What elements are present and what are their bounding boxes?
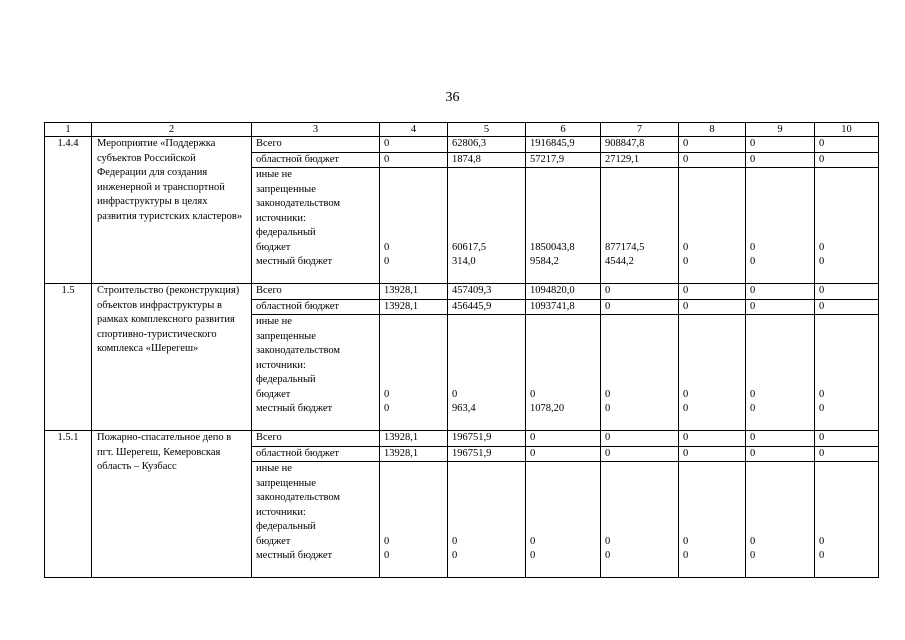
empty-line <box>746 373 814 388</box>
empty-line <box>380 212 447 227</box>
value-federal: 0 <box>384 241 390 253</box>
empty-line <box>380 491 447 506</box>
value-total: 0 <box>601 431 678 447</box>
empty-line <box>526 359 600 374</box>
empty-line <box>601 462 678 477</box>
source-total-label: Всего <box>252 431 379 447</box>
empty-line <box>601 197 678 212</box>
empty-line <box>526 212 600 227</box>
value-federal: 0 <box>750 241 756 253</box>
empty-line <box>746 491 814 506</box>
value-local: 4544,2 <box>605 256 634 267</box>
source-total-label: Всего <box>252 137 379 153</box>
source-regional-label: областной бюджет <box>252 153 379 169</box>
header-row <box>45 123 879 137</box>
empty-line <box>679 183 745 198</box>
value-cell <box>526 431 601 578</box>
value-federal: 1850043,8 <box>530 241 575 253</box>
value-total: 0 <box>746 137 814 153</box>
empty-line <box>526 226 600 241</box>
value-total: 1916845,9 <box>526 137 600 153</box>
empty-line <box>679 373 745 388</box>
value-regional: 0 <box>815 447 878 463</box>
value-regional: 57217,9 <box>526 153 600 169</box>
value-cell <box>746 284 815 431</box>
value-federal: 0 <box>605 388 611 400</box>
value-regional: 1093741,8 <box>526 300 600 316</box>
value-cell <box>601 284 679 431</box>
empty-line <box>448 315 525 330</box>
value-local: 0 <box>683 256 689 267</box>
value-local: 0 <box>530 550 536 561</box>
empty-line <box>448 344 525 359</box>
empty-line <box>679 359 745 374</box>
value-local: 0 <box>605 403 611 414</box>
empty-line <box>679 462 745 477</box>
empty-line <box>526 330 600 345</box>
value-federal: 0 <box>819 241 825 253</box>
value-total: 457409,3 <box>448 284 525 300</box>
empty-line <box>380 373 447 388</box>
empty-line <box>448 520 525 535</box>
value-cell <box>601 137 679 284</box>
table-row <box>45 284 879 431</box>
value-local: 0 <box>683 403 689 414</box>
value-regional: 13928,1 <box>380 300 447 316</box>
row-code: 1.5.1 <box>45 431 92 578</box>
value-regional: 13928,1 <box>380 447 447 463</box>
empty-line <box>380 197 447 212</box>
source-other-label: федеральный <box>256 521 316 532</box>
value-total: 13928,1 <box>380 284 447 300</box>
empty-line <box>448 359 525 374</box>
value-federal: 0 <box>384 388 390 400</box>
empty-line <box>679 168 745 183</box>
value-regional: 0 <box>601 447 678 463</box>
value-total: 0 <box>679 284 745 300</box>
value-total: 0 <box>679 431 745 447</box>
row-code: 1.5 <box>45 284 92 431</box>
row-name: Строительство (реконструкция) объектов инфраструктуры в рамках комплексного развития спортивно-туристического комплекса «Шерегеш» <box>92 284 252 431</box>
value-local: 0 <box>605 550 611 561</box>
source-other-label: законодательством <box>256 198 341 209</box>
funding-source-cell <box>252 137 380 284</box>
value-cell <box>746 137 815 284</box>
source-other-label: источники: <box>256 359 306 371</box>
value-regional: 0 <box>746 153 814 169</box>
value-total: 0 <box>815 284 878 300</box>
value-regional: 0 <box>526 447 600 463</box>
value-total: 1094820,0 <box>526 284 600 300</box>
row-name: Пожарно-спасательное депо в пгт. Шерегеш, Кемеровская область – Кузбасс <box>92 431 252 578</box>
value-cell <box>448 284 526 431</box>
column-header: 3 <box>252 123 380 137</box>
empty-line <box>746 520 814 535</box>
empty-line <box>815 226 878 241</box>
empty-line <box>601 344 678 359</box>
value-total: 0 <box>815 137 878 153</box>
value-cell <box>380 431 448 578</box>
value-federal: 0 <box>819 388 825 400</box>
value-regional: 0 <box>746 300 814 316</box>
value-federal: 0 <box>452 535 458 547</box>
empty-line <box>380 477 447 492</box>
value-total: 0 <box>526 431 600 447</box>
empty-line <box>746 506 814 521</box>
value-local: 0 <box>750 550 756 561</box>
empty-line <box>815 344 878 359</box>
column-header: 8 <box>679 123 746 137</box>
value-regional: 0 <box>679 447 745 463</box>
empty-line <box>601 226 678 241</box>
value-local: 963,4 <box>452 403 476 414</box>
value-regional: 0 <box>746 447 814 463</box>
column-header: 6 <box>526 123 601 137</box>
empty-line <box>601 212 678 227</box>
source-other-label: законодательством <box>256 492 341 503</box>
source-other-label: запрещенные <box>256 330 316 342</box>
value-federal: 0 <box>750 535 756 547</box>
empty-line <box>380 520 447 535</box>
value-total: 0 <box>815 431 878 447</box>
value-regional: 0 <box>815 153 878 169</box>
value-federal: 0 <box>750 388 756 400</box>
value-local: 0 <box>384 256 390 267</box>
empty-line <box>601 359 678 374</box>
value-cell <box>815 431 879 578</box>
column-header: 2 <box>92 123 252 137</box>
value-local: 0 <box>819 403 825 414</box>
empty-line <box>601 491 678 506</box>
source-regional-label: областной бюджет <box>252 300 379 316</box>
value-local: 0 <box>819 256 825 267</box>
source-other-label: федеральный <box>256 374 316 385</box>
empty-line <box>679 212 745 227</box>
source-other-label: запрещенные <box>256 477 316 489</box>
value-cell <box>526 284 601 431</box>
value-cell <box>679 284 746 431</box>
value-cell <box>526 137 601 284</box>
budget-table <box>44 122 879 578</box>
empty-line <box>746 315 814 330</box>
empty-line <box>448 477 525 492</box>
value-total: 0 <box>380 137 447 153</box>
value-local: 0 <box>819 550 825 561</box>
empty-line <box>526 477 600 492</box>
source-federal-label: бюджет <box>256 241 291 253</box>
empty-line <box>601 330 678 345</box>
empty-line <box>380 226 447 241</box>
empty-line <box>601 477 678 492</box>
value-total: 0 <box>601 284 678 300</box>
empty-line <box>746 359 814 374</box>
source-other-label: иные не <box>256 316 292 327</box>
empty-line <box>815 315 878 330</box>
source-other-label: федеральный <box>256 227 316 238</box>
empty-line <box>679 491 745 506</box>
empty-line <box>746 330 814 345</box>
empty-line <box>448 373 525 388</box>
value-total: 908847,8 <box>601 137 678 153</box>
source-local-label: местный бюджет <box>256 256 333 267</box>
empty-line <box>380 344 447 359</box>
empty-line <box>448 506 525 521</box>
empty-line <box>746 168 814 183</box>
value-cell <box>380 137 448 284</box>
empty-line <box>746 477 814 492</box>
empty-line <box>380 315 447 330</box>
source-federal-label: бюджет <box>256 535 291 547</box>
empty-line <box>601 373 678 388</box>
empty-line <box>815 491 878 506</box>
table-row <box>45 431 879 578</box>
value-total: 13928,1 <box>380 431 447 447</box>
empty-line <box>815 168 878 183</box>
value-local: 0 <box>452 550 458 561</box>
empty-line <box>380 462 447 477</box>
empty-line <box>746 197 814 212</box>
value-local: 9584,2 <box>530 256 559 267</box>
value-cell <box>380 284 448 431</box>
column-header: 4 <box>380 123 448 137</box>
value-federal: 0 <box>530 388 536 400</box>
empty-line <box>679 197 745 212</box>
source-other-label: источники: <box>256 212 306 224</box>
empty-line <box>526 462 600 477</box>
page-number: 36 <box>445 90 460 105</box>
value-total: 196751,9 <box>448 431 525 447</box>
source-federal-label: бюджет <box>256 388 291 400</box>
empty-line <box>679 506 745 521</box>
source-other-label: законодательством <box>256 345 341 356</box>
empty-line <box>815 462 878 477</box>
empty-line <box>815 330 878 345</box>
empty-line <box>679 315 745 330</box>
empty-line <box>526 491 600 506</box>
value-federal: 0 <box>683 388 689 400</box>
value-cell <box>679 431 746 578</box>
source-total-label: Всего <box>252 284 379 300</box>
funding-source-cell <box>252 431 380 578</box>
value-cell <box>601 431 679 578</box>
empty-line <box>448 212 525 227</box>
empty-line <box>679 344 745 359</box>
value-regional: 27129,1 <box>601 153 678 169</box>
value-regional: 0 <box>815 300 878 316</box>
column-header: 7 <box>601 123 679 137</box>
value-federal: 877174,5 <box>605 241 645 253</box>
empty-line <box>679 226 745 241</box>
column-header: 9 <box>746 123 815 137</box>
value-total: 0 <box>746 431 814 447</box>
empty-line <box>448 226 525 241</box>
value-cell <box>448 431 526 578</box>
value-regional: 0 <box>601 300 678 316</box>
empty-line <box>448 183 525 198</box>
empty-line <box>526 373 600 388</box>
empty-line <box>601 183 678 198</box>
value-cell <box>815 137 879 284</box>
empty-line <box>746 226 814 241</box>
empty-line <box>448 462 525 477</box>
empty-line <box>815 477 878 492</box>
empty-line <box>526 197 600 212</box>
source-other-label: источники: <box>256 506 306 518</box>
value-regional: 0 <box>679 153 745 169</box>
value-local: 0 <box>683 550 689 561</box>
source-other-label: запрещенные <box>256 183 316 195</box>
value-federal: 0 <box>819 535 825 547</box>
empty-line <box>526 168 600 183</box>
value-regional: 456445,9 <box>448 300 525 316</box>
value-local: 0 <box>384 403 390 414</box>
column-header: 5 <box>448 123 526 137</box>
empty-line <box>746 462 814 477</box>
empty-line <box>448 491 525 506</box>
value-federal: 0 <box>605 535 611 547</box>
value-total: 0 <box>746 284 814 300</box>
empty-line <box>746 212 814 227</box>
value-local: 0 <box>750 403 756 414</box>
empty-line <box>526 344 600 359</box>
empty-line <box>601 520 678 535</box>
column-header: 1 <box>45 123 92 137</box>
row-code: 1.4.4 <box>45 137 92 284</box>
empty-line <box>815 520 878 535</box>
empty-line <box>526 506 600 521</box>
value-cell <box>746 431 815 578</box>
source-other-label: иные не <box>256 169 292 180</box>
empty-line <box>448 168 525 183</box>
value-cell <box>815 284 879 431</box>
empty-line <box>815 183 878 198</box>
empty-line <box>526 183 600 198</box>
column-header: 10 <box>815 123 879 137</box>
empty-line <box>448 197 525 212</box>
empty-line <box>526 315 600 330</box>
value-cell <box>679 137 746 284</box>
empty-line <box>380 168 447 183</box>
value-federal: 0 <box>452 388 458 400</box>
value-local: 1078,20 <box>530 403 565 414</box>
empty-line <box>380 183 447 198</box>
value-local: 0 <box>384 550 390 561</box>
empty-line <box>746 344 814 359</box>
table-row <box>45 137 879 284</box>
value-cell <box>448 137 526 284</box>
source-regional-label: областной бюджет <box>252 447 379 463</box>
empty-line <box>815 506 878 521</box>
value-local: 0 <box>750 256 756 267</box>
value-local: 314,0 <box>452 256 476 267</box>
empty-line <box>679 520 745 535</box>
source-local-label: местный бюджет <box>256 403 333 414</box>
value-regional: 196751,9 <box>448 447 525 463</box>
value-federal: 60617,5 <box>452 241 487 253</box>
empty-line <box>380 506 447 521</box>
value-total: 62806,3 <box>448 137 525 153</box>
empty-line <box>746 183 814 198</box>
empty-line <box>380 359 447 374</box>
source-local-label: местный бюджет <box>256 550 333 561</box>
empty-line <box>815 212 878 227</box>
row-name: Мероприятие «Поддержка субъектов Российской Федерации для создания инженерной и транспортной инфраструктуры в целях развития туристских кластеров» <box>92 137 252 284</box>
empty-line <box>679 477 745 492</box>
empty-line <box>448 330 525 345</box>
empty-line <box>601 506 678 521</box>
empty-line <box>815 197 878 212</box>
empty-line <box>380 330 447 345</box>
value-total: 0 <box>679 137 745 153</box>
value-federal: 0 <box>683 241 689 253</box>
value-federal: 0 <box>530 535 536 547</box>
value-regional: 1874,8 <box>448 153 525 169</box>
value-regional: 0 <box>380 153 447 169</box>
empty-line <box>815 373 878 388</box>
value-federal: 0 <box>384 535 390 547</box>
value-federal: 0 <box>683 535 689 547</box>
funding-source-cell <box>252 284 380 431</box>
empty-line <box>679 330 745 345</box>
empty-line <box>601 168 678 183</box>
empty-line <box>601 315 678 330</box>
value-regional: 0 <box>679 300 745 316</box>
empty-line <box>815 359 878 374</box>
source-other-label: иные не <box>256 463 292 474</box>
empty-line <box>526 520 600 535</box>
